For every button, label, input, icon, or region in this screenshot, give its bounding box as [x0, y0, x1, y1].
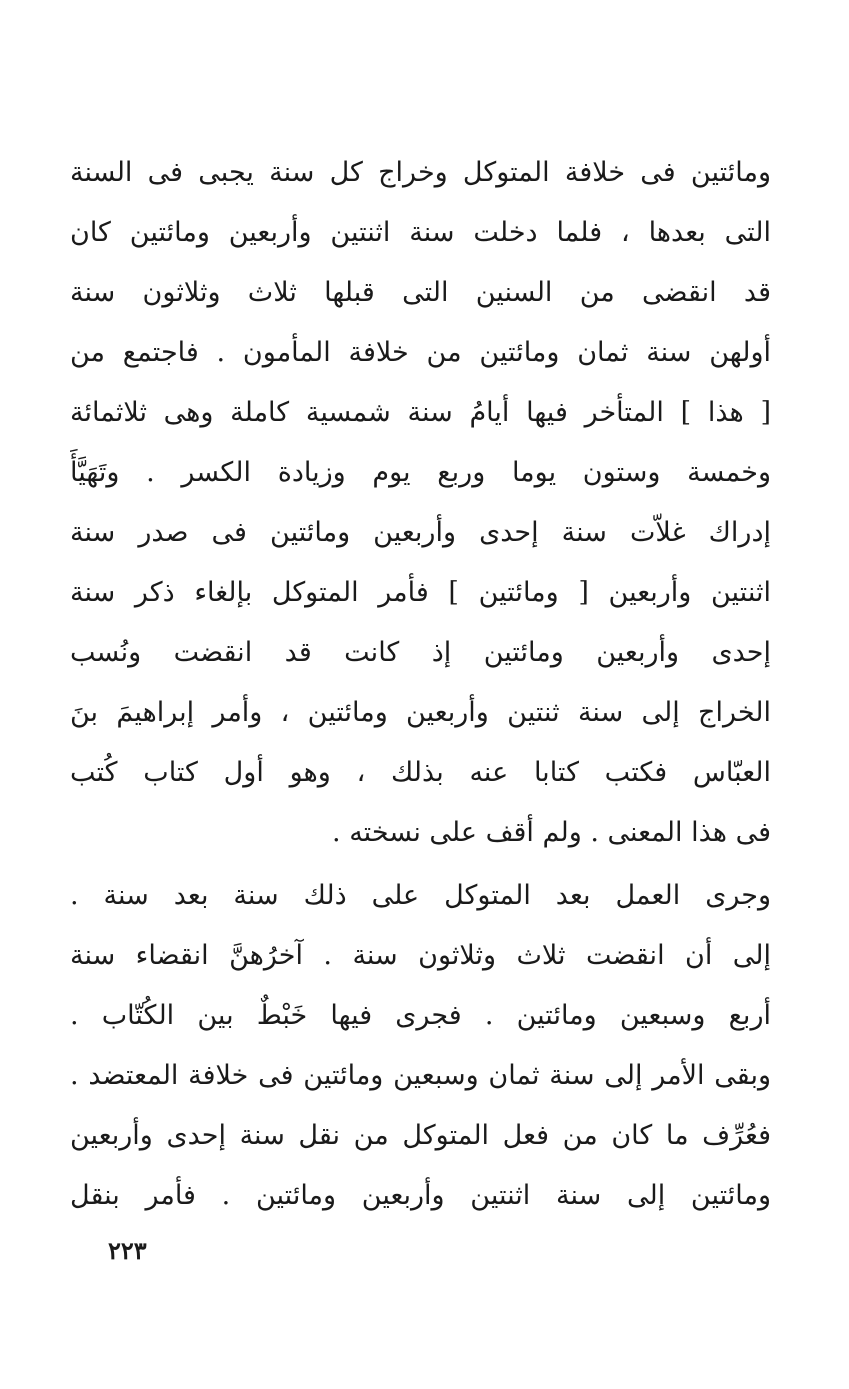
text-line: وجرى العمل بعد المتوكل على ذلك سنة بعد سنة . [70, 880, 771, 911]
text-line: إحدى وأربعين ومائتين إذ كانت قد انقضت ونُسب [70, 637, 771, 668]
text-line: إدراك غلاّت سنة إحدى وأربعين ومائتين فى صدر سنة [70, 517, 771, 548]
page-number: ٢٢٣ [108, 1236, 147, 1265]
text-line: [ هذا ] المتأخر فيها أيامُ سنة شمسية كاملة وهى ثلاثمائة [70, 397, 771, 428]
text-line: فى هذا المعنى . ولم أقف على نسخته . [332, 817, 771, 848]
text-line: قد انقضى من السنين التى قبلها ثلاث وثلاثون سنة [70, 277, 771, 308]
text-line: وخمسة وستون يوما وربع يوم وزيادة الكسر . وتَهَيَّأَ [70, 457, 771, 488]
text-line: ومائتين إلى سنة اثنتين وأربعين ومائتين . فأمر بنقل [70, 1180, 771, 1211]
text-line: فعُرِّف ما كان من فعل المتوكل من نقل سنة إحدى وأربعين [70, 1120, 771, 1151]
text-line: العبّاس فكتب كتابا عنه بذلك ، وهو أول كتاب كُتب [70, 757, 771, 788]
paragraph-2 [70, 866, 771, 1226]
text-line: وبقى الأمر إلى سنة ثمان وسبعين ومائتين فى خلافة المعتضد . [70, 1060, 771, 1091]
text-line: أولهن سنة ثمان ومائتين من خلافة المأمون . فاجتمع من [70, 337, 771, 368]
paragraph-1 [70, 143, 771, 863]
text-line: الخراج إلى سنة ثنتين وأربعين ومائتين ، وأمر إبراهيمَ بنَ [70, 697, 771, 728]
text-line: اثنتين وأربعين [ ومائتين ] فأمر المتوكل بإلغاء ذكر سنة [70, 577, 771, 608]
text-line: إلى أن انقضت ثلاث وثلاثون سنة . آخرُهنَّ انقضاء سنة [70, 940, 771, 971]
text-line: أربع وسبعين ومائتين . فجرى فيها خَبْطٌ بين الكُتّاب . [70, 1000, 771, 1031]
text-line: ومائتين فى خلافة المتوكل وخراج كل سنة يجبى فى السنة [70, 157, 771, 188]
text-line: التى بعدها ، فلما دخلت سنة اثنتين وأربعين ومائتين كان [70, 217, 771, 248]
